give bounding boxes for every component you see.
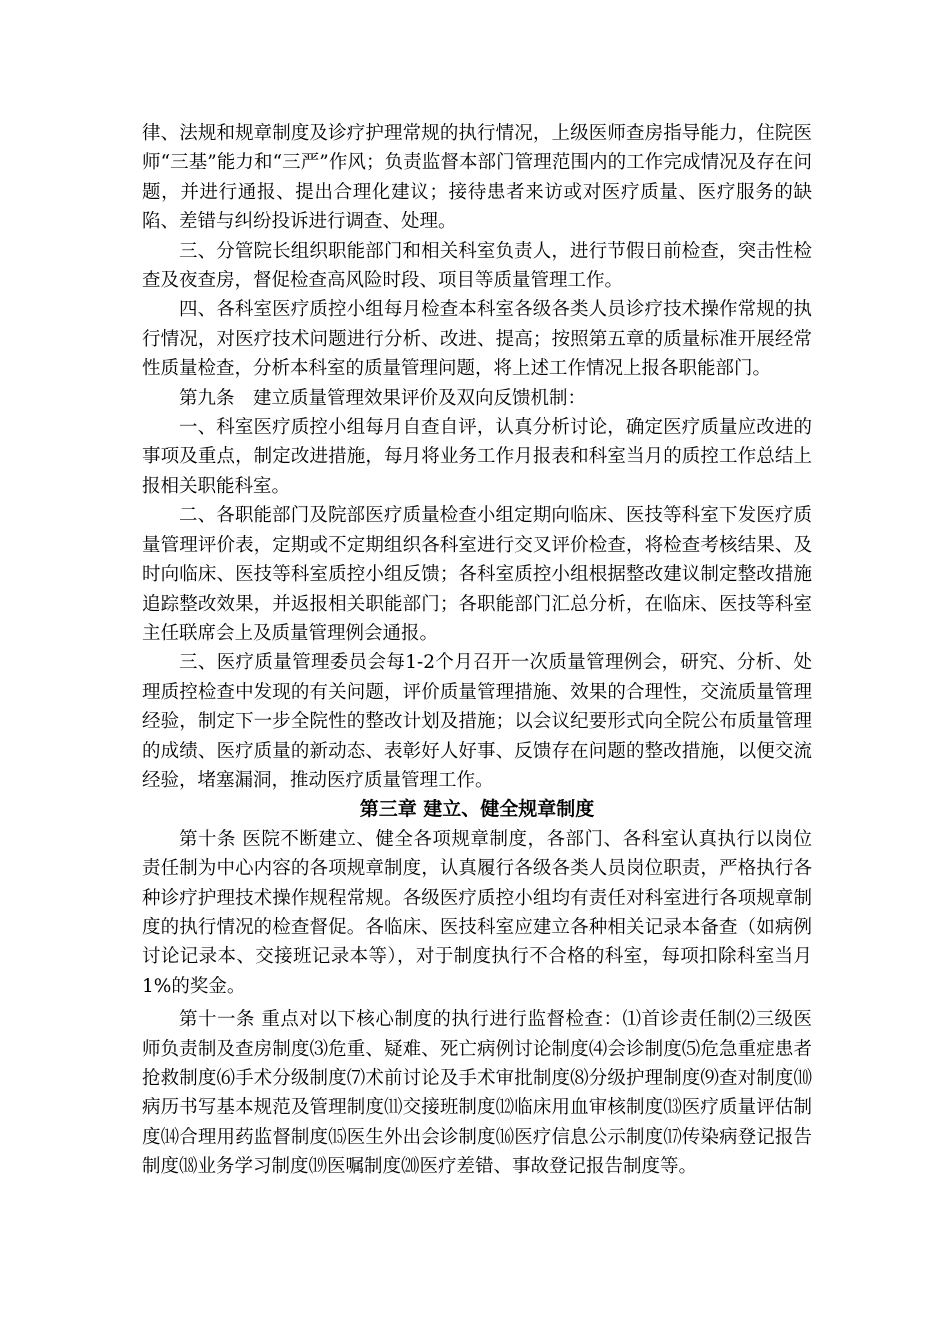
chapter-heading: 第三章 建立、健全规章制度 xyxy=(359,798,595,821)
body-paragraph: 四、各科室医疗质控小组每月检查本科室各级各类人员诊疗技术操作常规的执行情况，对医疗技术问题进行分析、改进、提高；按照第五章的质量标准开展经常性质量检查，分析本科室的质量管理问题，将上述工作情况上报各职能部门。 xyxy=(142,299,812,380)
body-paragraph: 三、医疗质量管理委员会每1-2个月召开一次质量管理例会，研究、分析、处理质控检查中发现的有关问题，评价质量管理措施、效果的合理性，交流质量管理经验，制定下一步全院性的整改计划及措施；以会议纪要形式向全院公布质量管理的成绩、医疗质量的新动态、表彰好人好事、反馈存在问题的整改措施，以便交流经验，堵塞漏洞，推动医疗质量管理工作。 xyxy=(142,652,812,791)
body-paragraph: 第十一条 重点对以下核心制度的执行进行监督检查：⑴首诊责任制⑵三级医师负责制及查房制度⑶危重、疑难、死亡病例讨论制度⑷会诊制度⑸危急重症患者抢救制度⑹手术分级制度⑺术前讨论及手术审批制度⑻分级护理制度⑼查对制度⑽病历书写基本规范及管理制度⑾交接班制度⑿临床用血审核制度⒀医疗质量评估制度⒁合理用药监督制度⒂医生外出会诊制度⒃医疗信息公示制度⒄传染病登记报告制度⒅业务学习制度⒆医嘱制度⒇医疗差错、事故登记报告制度等。 xyxy=(142,1009,812,1178)
body-paragraph: 律、法规和规章制度及诊疗护理常规的执行情况，上级医师查房指导能力，住院医师“三基”能力和“三严”作风；负责监督本部门管理范围内的工作完成情况及存在问题，并进行通报、提出合理化建议；接待患者来访或对医疗质量、医疗服务的缺陷、差错与纠纷投诉进行调查、处理。 xyxy=(142,123,812,233)
article-heading: 第九条 建立质量管理效果评价及双向反馈机制： xyxy=(179,387,587,409)
body-paragraph: 三、分管院长组织职能部门和相关科室负责人，进行节假日前检查，突击性检查及夜查房，督促检查高风险时段、项目等质量管理工作。 xyxy=(142,240,812,292)
body-paragraph: 二、各职能部门及院部医疗质量检查小组定期向临床、医技等科室下发医疗质量管理评价表，定期或不定期组织各科室进行交叉评价检查，将检查考核结果、及时向临床、医技等科室质控小组反馈；各科室质控小组根据整改建议制定整改措施追踪整改效果，并返报相关职能部门；各职能部门汇总分析，在临床、医技等科室主任联席会上及质量管理例会通报。 xyxy=(142,505,812,644)
body-paragraph: 一、科室医疗质控小组每月自查自评，认真分析讨论，确定医疗质量应改进的事项及重点，制定改进措施，每月将业务工作月报表和科室当月的质控工作总结上报相关职能科室。 xyxy=(142,417,812,497)
body-paragraph: 第十条 医院不断建立、健全各项规章制度，各部门、各科室认真执行以岗位责任制为中心内容的各项规章制度，认真履行各级各类人员岗位职责，严格执行各种诊疗护理技术操作规程常规。各级医疗质控小组均有责任对科室进行各项规章制度的执行情况的检查督促。各临床、医技科室应建立各种相关记录本备查（如病例讨论记录本、交接班记录本等），对于制度执行不合格的科室，每项扣除科室当月1%的奖金。 xyxy=(142,828,812,997)
document-page xyxy=(142,119,812,1182)
